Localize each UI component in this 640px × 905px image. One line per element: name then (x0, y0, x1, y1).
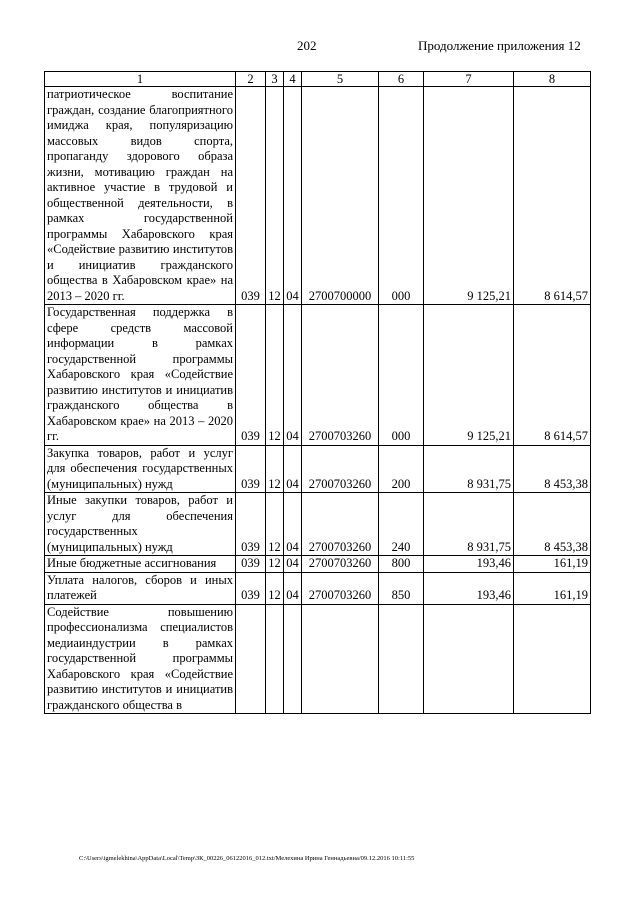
ministry-code: 039 (236, 445, 266, 493)
column-header: 5 (302, 72, 379, 87)
executed-amount: 8 453,38 (514, 445, 591, 493)
executed-amount: 8 614,57 (514, 87, 591, 305)
row-name: Иные бюджетные ассигнования (45, 556, 236, 573)
row-name: Иные закупки товаров, работ и услуг для обеспечения государственных (муниципальных) нужд (45, 493, 236, 556)
table-row (45, 87, 591, 305)
ministry-code (236, 604, 266, 714)
target-article-code: 2700703260 (302, 493, 379, 556)
subsection-code: 04 (284, 572, 302, 604)
table-row (45, 572, 591, 604)
planned-amount (424, 604, 514, 714)
section-code: 12 (266, 305, 284, 446)
section-code: 12 (266, 445, 284, 493)
target-article-code (302, 604, 379, 714)
executed-amount: 8 453,38 (514, 493, 591, 556)
row-name: Содействие повышению профессионализма специалистов медиаиндустрии в рамках государственной программы Хабаровского края «Содействие развитию институтов и инициатив гражданского общества в (45, 604, 236, 714)
subsection-code (284, 604, 302, 714)
subsection-code: 04 (284, 493, 302, 556)
row-name: Закупка товаров, работ и услуг для обеспечения государственных (муниципальных) нужд (45, 445, 236, 493)
section-code: 12 (266, 572, 284, 604)
planned-amount: 9 125,21 (424, 87, 514, 305)
column-header: 6 (379, 72, 424, 87)
column-header: 2 (236, 72, 266, 87)
section-code (266, 604, 284, 714)
row-name: патриотическое воспитание граждан, создание благоприятного имиджа края, популяризацию массовых видов спорта, пропаганду здорового образа жизни, мотивацию граждан на активное участие в трудовой и общественной деятельности, в рамках государственной программы Хабаровского края «Содействие развитию институтов и инициатив гражданского общества в Хабаровском крае» на 2013 – 2020 гг. (45, 87, 236, 305)
column-header: 1 (45, 72, 236, 87)
target-article-code: 2700703260 (302, 445, 379, 493)
planned-amount: 193,46 (424, 572, 514, 604)
column-header: 7 (424, 72, 514, 87)
table-row (45, 493, 591, 556)
budget-table (44, 71, 591, 714)
ministry-code: 039 (236, 556, 266, 573)
target-article-code: 2700703260 (302, 572, 379, 604)
ministry-code: 039 (236, 572, 266, 604)
column-header: 3 (266, 72, 284, 87)
executed-amount (514, 604, 591, 714)
subsection-code: 04 (284, 445, 302, 493)
expense-type-code: 240 (379, 493, 424, 556)
expense-type-code: 000 (379, 305, 424, 446)
table-row (45, 556, 591, 573)
subsection-code: 04 (284, 305, 302, 446)
expense-type-code (379, 604, 424, 714)
expense-type-code: 000 (379, 87, 424, 305)
executed-amount: 161,19 (514, 572, 591, 604)
row-name: Государственная поддержка в сфере средств массовой информации в рамках государственной программы Хабаровского края «Содействие развитию институтов и инициатив гражданского общества в Хабаровском крае» на 2013 – 2020 гг. (45, 305, 236, 446)
expense-type-code: 850 (379, 572, 424, 604)
target-article-code: 2700700000 (302, 87, 379, 305)
column-header: 8 (514, 72, 591, 87)
section-code: 12 (266, 556, 284, 573)
ministry-code: 039 (236, 493, 266, 556)
footer-file-path: C:\Users\igmelekhina\AppData\Local\Temp\ЗК_00226_06122016_012.txt/Мелехина Ирина Геннадьевна/09.12.2016 10:11:55 (79, 855, 415, 862)
section-code: 12 (266, 493, 284, 556)
appendix-continuation-label: Продолжение приложения 12 (418, 38, 581, 53)
ministry-code: 039 (236, 305, 266, 446)
column-header: 4 (284, 72, 302, 87)
expense-type-code: 800 (379, 556, 424, 573)
target-article-code: 2700703260 (302, 305, 379, 446)
subsection-code: 04 (284, 556, 302, 573)
subsection-code: 04 (284, 87, 302, 305)
planned-amount: 193,46 (424, 556, 514, 573)
table-header-row (45, 72, 591, 87)
planned-amount: 8 931,75 (424, 445, 514, 493)
expense-type-code: 200 (379, 445, 424, 493)
row-name: Уплата налогов, сборов и иных платежей (45, 572, 236, 604)
executed-amount: 8 614,57 (514, 305, 591, 446)
planned-amount: 9 125,21 (424, 305, 514, 446)
planned-amount: 8 931,75 (424, 493, 514, 556)
section-code: 12 (266, 87, 284, 305)
table-row (45, 604, 591, 714)
table-row (45, 445, 591, 493)
ministry-code: 039 (236, 87, 266, 305)
table-row (45, 305, 591, 446)
page-number: 202 (297, 38, 317, 53)
executed-amount: 161,19 (514, 556, 591, 573)
target-article-code: 2700703260 (302, 556, 379, 573)
